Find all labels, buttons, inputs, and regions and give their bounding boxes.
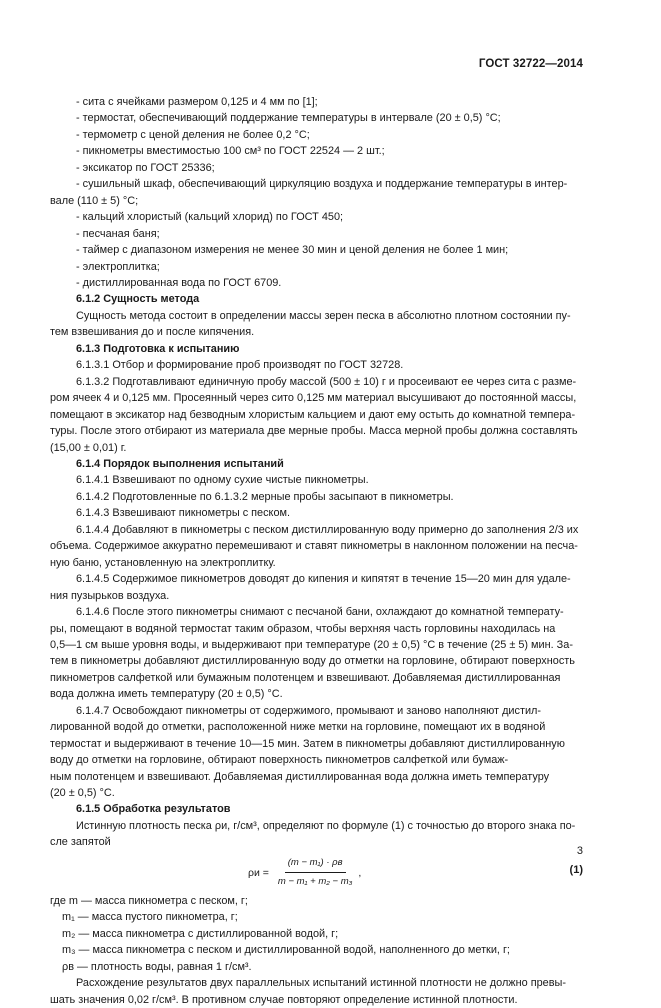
list-item: - сушильный шкаф, обеспечивающий циркуляцию воздуха и поддержание температуры в интер-: [76, 178, 568, 191]
paragraph-line: тем в пикнометры добавляют дистиллированную воду до отметки на горловине, обтирают поверхность: [50, 655, 575, 668]
list-item: - термометр с ценой деления не более 0,2 °С;: [76, 128, 310, 141]
paragraph-line: Истинную плотность песка ρи, г/см³, определяют по формуле (1) с точностью до второго знака по-: [76, 819, 576, 832]
list-item: - термостат, обеспечивающий поддержание температуры в интервале (20 ± 0,5) °С;: [76, 112, 501, 125]
list-item: - эксикатор по ГОСТ 25336;: [76, 161, 215, 174]
list-item: - сита с ячейками размером 0,125 и 4 мм по [1];: [76, 96, 318, 108]
list-item: - электроплитка;: [76, 260, 160, 273]
equation-number: (1): [569, 863, 583, 876]
paragraph-line: ния пузырьков воздуха.: [50, 589, 170, 602]
formula-denominator: m − m₁ + m₂ − m₃: [277, 876, 353, 888]
paragraph-line: воду до отметки на горловине, обтирают поверхность пикнометров салфеткой или бумаж-: [50, 754, 509, 767]
paragraph-line: 0,5—1 см выше уровня воды, и выдерживают при температуре (20 ± 0,5) °С в течение (25 ± 5) мин. За-: [50, 638, 573, 651]
definition-line: m₂ — масса пикнометра с дистиллированной водой, г;: [62, 927, 339, 940]
paragraph-line: ры, помещают в водяной термостат таким образом, чтобы верхняя часть горловины находилась на: [50, 622, 556, 635]
paragraph-line: вода должна иметь температуру (20 ± 0,5) °С.: [50, 688, 283, 701]
formula-numerator: (m − m₁) · ρв: [285, 855, 346, 873]
body-text: [50, 94, 583, 1008]
formula-tail: ,: [358, 866, 362, 879]
section-heading-6-1-2: 6.1.2 Сущность метода: [76, 293, 200, 306]
paragraph-line: шать значения 0,02 г/см³. В противном случае повторяют определение истинной плотности.: [50, 993, 518, 1006]
paragraph-line: ным полотенцем и взвешивают. Добавляемая дистиллированная вода должна иметь температуру: [50, 770, 550, 783]
paragraph-line: ром ячеек 4 и 0,125 мм. Просеянный через сито 0,125 мм материал высушивают до постоянной массы,: [50, 392, 577, 405]
density-formula: [248, 855, 361, 891]
paragraph-line: 6.1.4.7 Освобождают пикнометры от содержимого, промывают и заново наполняют дистил-: [76, 704, 542, 717]
paragraph-line: 6.1.4.6 После этого пикнометры снимают с песчаной бани, охлаждают до комнатной температу-: [76, 606, 564, 619]
section-heading-6-1-3: 6.1.3 Подготовка к испытанию: [76, 342, 240, 355]
list-item: - песчаная баня;: [76, 227, 160, 240]
section-heading-6-1-4: 6.1.4 Порядок выполнения испытаний: [76, 457, 284, 470]
definition-line: ρв — плотность воды, равная 1 г/см³.: [62, 960, 252, 973]
list-item: - кальций хлористый (кальций хлорид) по ГОСТ 450;: [76, 211, 344, 224]
paragraph-line: Расхождение результатов двух параллельных испытаний истинной плотности не должно превы-: [76, 977, 566, 990]
paragraph-line: ную баню, установленную на электроплитку.: [50, 556, 276, 569]
paragraph-line: 6.1.4.1 Взвешивают по одному сухие чистые пикнометры.: [76, 474, 369, 487]
paragraph-line: помещают в эксикатор над безводным хлористым кальцием и дают ему остыть до комнатной темпера-: [50, 408, 576, 421]
paragraph-line: 6.1.3.2 Подготавливают единичную пробу массой (500 ± 10) г и просеивают ее через сита с разме-: [76, 375, 577, 388]
paragraph-line: тем взвешивания до и после кипячения.: [50, 326, 255, 339]
list-item-continuation: вале (110 ± 5) °С;: [50, 194, 139, 207]
list-item: - пикнометры вместимостью 100 см³ по ГОСТ 22524 — 2 шт.;: [76, 145, 385, 158]
paragraph-line: (20 ± 0,5) °С.: [50, 787, 115, 800]
paragraph-line: (15,00 ± 0,01) г.: [50, 441, 127, 454]
definition-line: m₃ — масса пикнометра с песком и дистиллированной водой, наполненного до метки, г;: [62, 944, 510, 957]
paragraph-line: туры. После этого отбирают из материала две мерные пробы. Масса мерной пробы должна составлять: [50, 425, 578, 438]
paragraph-line: пикнометров салфеткой или бумажным полотенцем и взвешивают. Добавляемая дистиллированная: [50, 671, 561, 684]
definition-line: где m — масса пикнометра с песком, г;: [50, 894, 248, 907]
standard-header: ГОСТ 32722—2014: [478, 58, 583, 70]
definition-line: m₁ — масса пустого пикнометра, г;: [62, 911, 238, 924]
list-item: - таймер с диапазоном измерения не менее 30 мин и ценой деления не более 1 мин;: [76, 244, 509, 257]
paragraph-line: 6.1.4.2 Подготовленные по 6.1.3.2 мерные пробы засыпают в пикнометры.: [76, 490, 454, 503]
list-item: - дистиллированная вода по ГОСТ 6709.: [76, 276, 282, 289]
paragraph-line: 6.1.4.4 Добавляют в пикнометры с песком дистиллированную воду примерно до заполнения 2/3 их: [76, 523, 579, 536]
paragraph-line: сле запятой: [50, 836, 111, 849]
page-number: 3: [576, 845, 583, 857]
paragraph-line: 6.1.3.1 Отбор и формирование проб производят по ГОСТ 32728.: [76, 359, 404, 372]
paragraph-line: 6.1.4.5 Содержимое пикнометров доводят до кипения и кипятят в течение 15—20 мин для удале-: [76, 573, 571, 586]
formula-fraction: [275, 855, 356, 891]
formula-block: [76, 851, 583, 893]
paragraph-line: объема. Содержимое аккуратно перемешивают и ставят пикнометры в наклонном положении на песча-: [50, 540, 578, 553]
formula-lhs: ρи =: [248, 866, 269, 879]
paragraph-line: 6.1.4.3 Взвешивают пикнометры с песком.: [76, 507, 291, 520]
paragraph-line: термостат и выдерживают в течение 10—15 мин. Затем в пикнометры добавляют дистиллированную: [50, 737, 565, 750]
paragraph-line: Сущность метода состоит в определении массы зерен песка в абсолютно плотном состоянии пу-: [76, 309, 571, 322]
paragraph-line: лированной водой до отметки, расположенной ниже метки на горловине, помещают их в водяной: [50, 721, 546, 734]
section-heading-6-1-5: 6.1.5 Обработка результатов: [76, 803, 231, 816]
formula-definitions: [50, 893, 583, 975]
